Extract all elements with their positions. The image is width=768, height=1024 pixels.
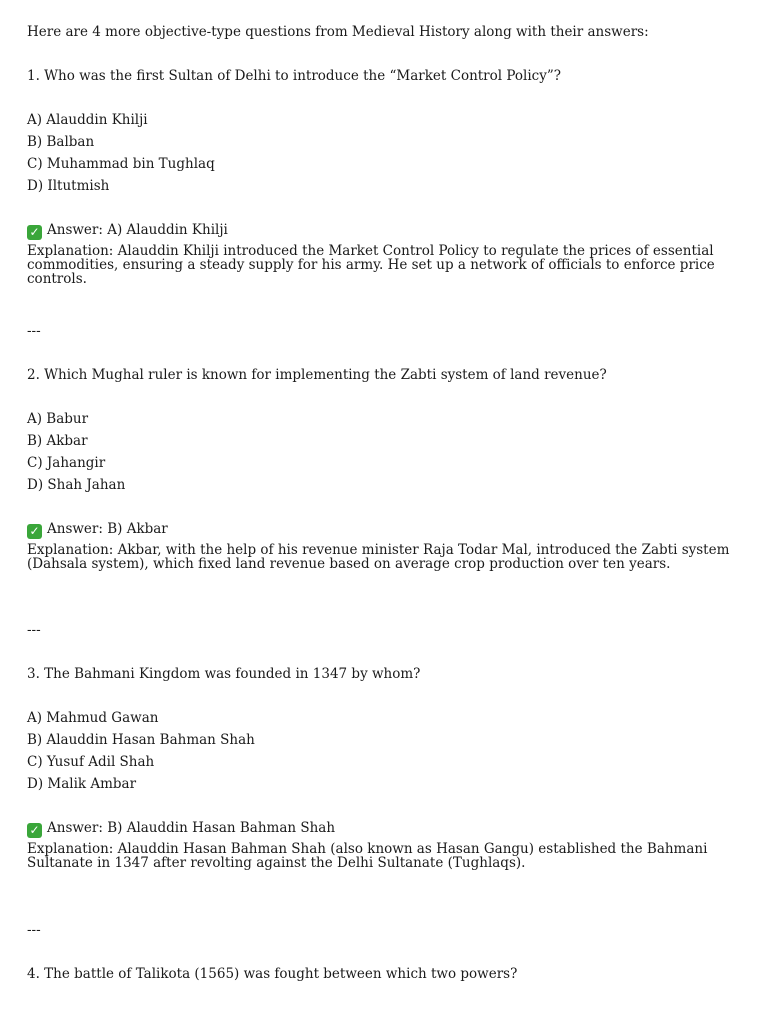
option-3d: D) Malik Ambar xyxy=(27,776,137,792)
option-2c: C) Jahangir xyxy=(27,455,106,471)
separator-2: --- xyxy=(27,622,41,638)
option-1b: B) Balban xyxy=(27,134,95,150)
answer-2-text: Answer: B) Akbar xyxy=(47,521,168,537)
question-1: 1. Who was the first Sultan of Delhi to introduce the “Market Control Policy”? xyxy=(27,68,562,84)
answer-3 xyxy=(27,819,335,838)
separator-1: --- xyxy=(27,323,41,339)
explanation-2: Explanation: Akbar, with the help of his revenue minister Raja Todar Mal, introduced the Zabti system (Dahsala system), which fixed land revenue based on average crop production over ten years. xyxy=(27,542,730,572)
explanation-1: Explanation: Alauddin Khilji introduced the Market Control Policy to regulate the prices of essential commodities, ensuring a steady supply for his army. He set up a network of officials to enforce price controls. xyxy=(27,243,715,287)
option-2b: B) Akbar xyxy=(27,433,88,449)
check-mark-icon: ✓ xyxy=(27,524,42,539)
option-3c: C) Yusuf Adil Shah xyxy=(27,754,155,770)
answer-2 xyxy=(27,520,168,539)
explanation-3: Explanation: Alauddin Hasan Bahman Shah (also known as Hasan Gangu) established the Bahmani Sultanate in 1347 after revolting against the Delhi Sultanate (Tughlaqs). xyxy=(27,841,708,871)
answer-1-text: Answer: A) Alauddin Khilji xyxy=(47,222,228,238)
check-mark-icon: ✓ xyxy=(27,823,42,838)
option-1a: A) Alauddin Khilji xyxy=(27,112,148,128)
option-2a: A) Babur xyxy=(27,411,89,427)
option-3b: B) Alauddin Hasan Bahman Shah xyxy=(27,732,255,748)
answer-1 xyxy=(27,221,228,240)
option-1d: D) Iltutmish xyxy=(27,178,110,194)
question-3: 3. The Bahmani Kingdom was founded in 1347 by whom? xyxy=(27,666,421,682)
check-mark-icon: ✓ xyxy=(27,225,42,240)
answer-3-text: Answer: B) Alauddin Hasan Bahman Shah xyxy=(47,820,336,836)
option-1c: C) Muhammad bin Tughlaq xyxy=(27,156,215,172)
question-2: 2. Which Mughal ruler is known for implementing the Zabti system of land revenue? xyxy=(27,367,607,383)
option-2d: D) Shah Jahan xyxy=(27,477,126,493)
separator-3: --- xyxy=(27,922,41,938)
intro-text: Here are 4 more objective-type questions from Medieval History along with their answers: xyxy=(27,24,649,40)
option-3a: A) Mahmud Gawan xyxy=(27,710,159,726)
question-4: 4. The battle of Talikota (1565) was fought between which two powers? xyxy=(27,966,518,982)
